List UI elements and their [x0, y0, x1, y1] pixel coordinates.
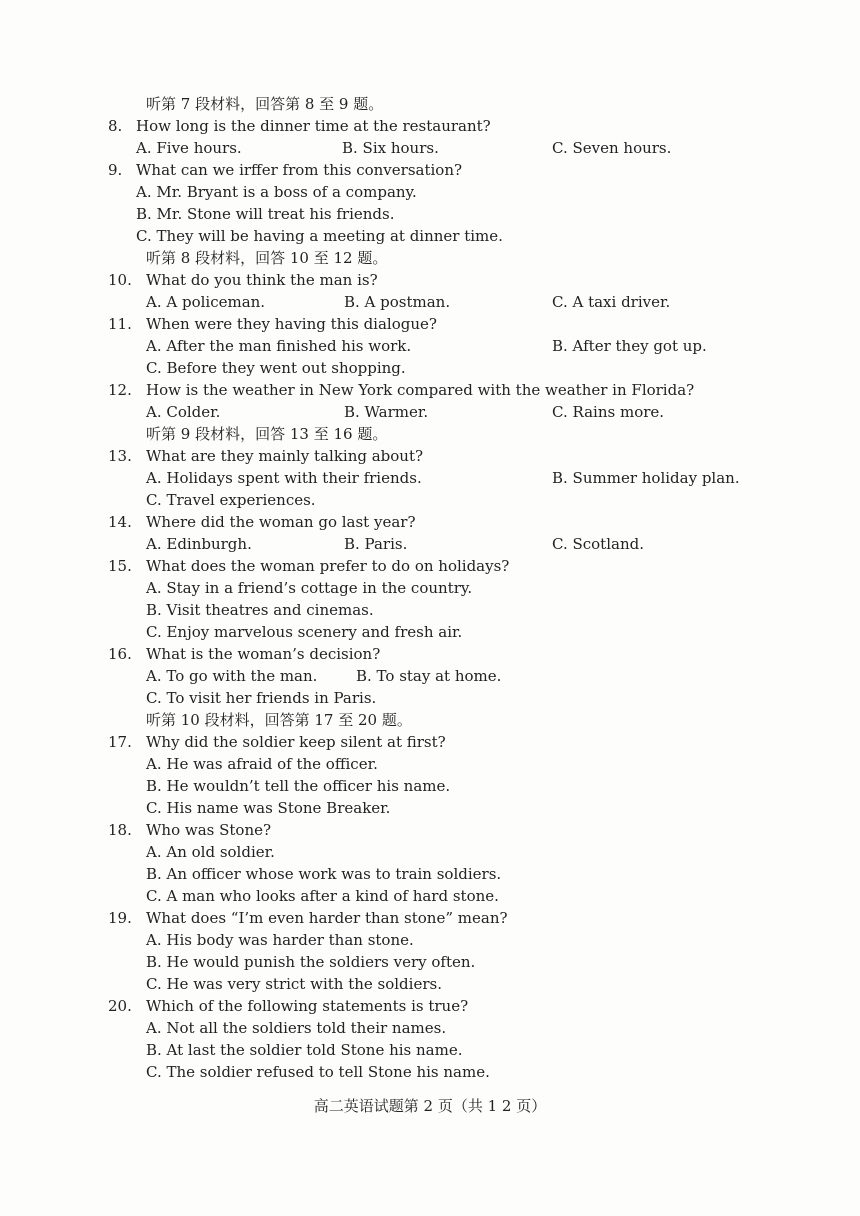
option-c: C. The soldier refused to tell Stone his name. [146, 1063, 490, 1081]
question-number: 19. [108, 909, 132, 927]
question-number: 10. [108, 271, 132, 289]
option-c: C. His name was Stone Breaker. [146, 799, 391, 817]
question-text: How long is the dinner time at the restaurant? [136, 117, 491, 135]
option-a: A. His body was harder than stone. [146, 931, 414, 949]
option-a: A. Mr. Bryant is a boss of a company. [136, 183, 417, 201]
option-c: C. They will be having a meeting at dinner time. [136, 227, 503, 245]
question-number: 16. [108, 645, 132, 663]
option-a: A. Holidays spent with their friends. [146, 469, 422, 487]
page-footer: 高二英语试题第 2 页（共 1 2 页） [313, 1097, 547, 1115]
question-text: What do you think the man is? [146, 271, 378, 289]
question-number: 8. [108, 117, 123, 135]
option-c: C. Enjoy marvelous scenery and fresh air. [146, 623, 463, 641]
option-b: B. Paris. [344, 535, 408, 553]
option-b: B. Six hours. [342, 139, 439, 157]
option-b: B. Summer holiday plan. [552, 469, 740, 487]
question-text: What can we irffer from this conversation? [136, 161, 463, 179]
option-c: C. Rains more. [552, 403, 665, 421]
question-text: When were they having this dialogue? [146, 315, 437, 333]
option-a: A. Stay in a friend’s cottage in the country. [146, 579, 473, 597]
option-a: A. A policeman. [146, 293, 266, 311]
option-a: A. Five hours. [136, 139, 242, 157]
question-text: Why did the soldier keep silent at first? [146, 733, 446, 751]
question-number: 11. [108, 315, 132, 333]
option-c: C. To visit her friends in Paris. [146, 689, 377, 707]
question-text: How is the weather in New York compared with the weather in Florida? [146, 381, 695, 399]
option-c: C. Scotland. [552, 535, 644, 553]
option-a: A. To go with the man. [146, 667, 318, 685]
option-c: C. Seven hours. [552, 139, 672, 157]
option-a: A. After the man finished his work. [146, 337, 412, 355]
section-header: 听第 9 段材料，回答 13 至 16 题。 [146, 425, 388, 443]
option-b: B. A postman. [344, 293, 451, 311]
option-b: B. Warmer. [344, 403, 429, 421]
question-number: 12. [108, 381, 132, 399]
option-b: B. An officer whose work was to train soldiers. [146, 865, 502, 883]
option-c: C. Before they went out shopping. [146, 359, 406, 377]
option-b: B. Visit theatres and cinemas. [146, 601, 374, 619]
question-number: 20. [108, 997, 132, 1015]
option-a: A. Colder. [146, 403, 221, 421]
question-number: 15. [108, 557, 132, 575]
question-number: 9. [108, 161, 123, 179]
option-a: A. Edinburgh. [146, 535, 252, 553]
question-number: 18. [108, 821, 132, 839]
option-c: C. Travel experiences. [146, 491, 316, 509]
option-b: B. He wouldn’t tell the officer his name. [146, 777, 451, 795]
question-number: 14. [108, 513, 132, 531]
question-text: What does “I’m even harder than stone” mean? [146, 909, 508, 927]
option-c: C. He was very strict with the soldiers. [146, 975, 442, 993]
option-b: B. Mr. Stone will treat his friends. [136, 205, 395, 223]
option-b: B. After they got up. [552, 337, 707, 355]
option-b: B. He would punish the soldiers very often. [146, 953, 476, 971]
option-b: B. At last the soldier told Stone his name. [146, 1041, 463, 1059]
option-c: C. A man who looks after a kind of hard stone. [146, 887, 499, 905]
option-a: A. He was afraid of the officer. [146, 755, 378, 773]
question-text: Who was Stone? [146, 821, 272, 839]
question-number: 13. [108, 447, 132, 465]
section-header: 听第 8 段材料，回答 10 至 12 题。 [146, 249, 388, 267]
option-b: B. To stay at home. [356, 667, 502, 685]
question-text: Where did the woman go last year? [146, 513, 416, 531]
section-header: 听第 10 段材料，回答第 17 至 20 题。 [146, 711, 412, 729]
question-text: What are they mainly talking about? [146, 447, 424, 465]
question-text: What does the woman prefer to do on holidays? [146, 557, 510, 575]
section-header: 听第 7 段材料，回答第 8 至 9 题。 [146, 95, 384, 113]
question-text: Which of the following statements is true? [146, 997, 469, 1015]
question-number: 17. [108, 733, 132, 751]
option-a: A. An old soldier. [146, 843, 275, 861]
option-c: C. A taxi driver. [552, 293, 671, 311]
option-a: A. Not all the soldiers told their names. [146, 1019, 447, 1037]
question-text: What is the woman’s decision? [146, 645, 381, 663]
